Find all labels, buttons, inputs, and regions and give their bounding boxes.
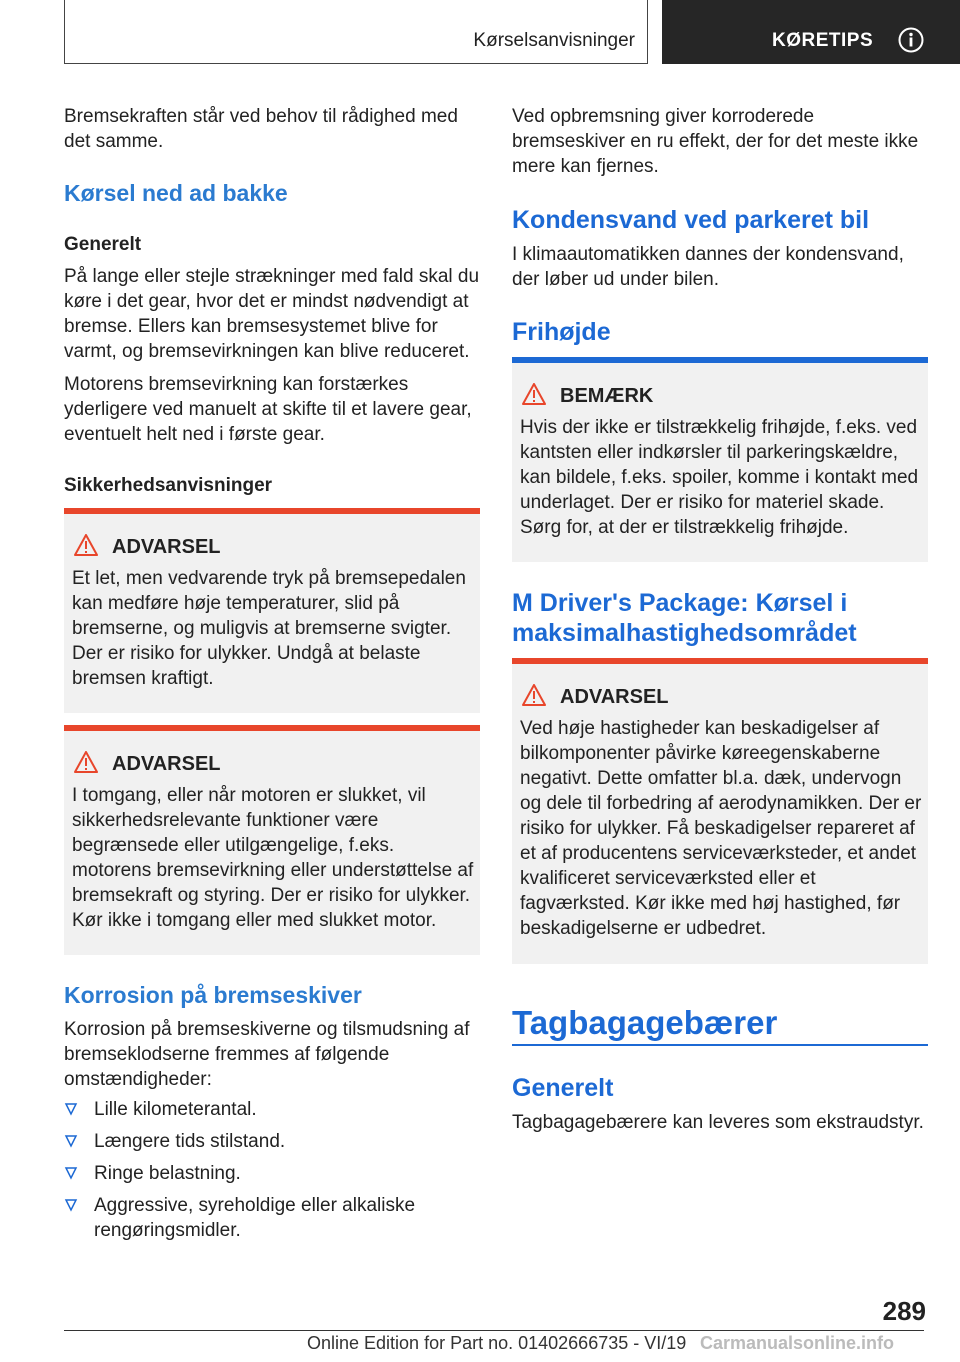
- paragraph: Ved opbremsning giver korroderede bremseskiver en ru effekt, der for det meste ikke mere kan fjernes.: [512, 106, 919, 177]
- header-chapter-box: [662, 0, 960, 64]
- heading-m-drivers-package: M Driver's Package: Kørsel i maksimalhastighedsområdet: [512, 589, 857, 647]
- page-number: 289: [882, 1296, 926, 1326]
- warning-box: [64, 508, 480, 713]
- warning-text: I tomgang, eller når motoren er slukket, vil sikkerhedsrelevante funktioner være begrænsede eller utilgængelige, f.eks. motorens bremsevirkning eller understøttelse af bremsekraft og styring. Der er risiko for ulykker. Kør ikke i tomgang eller med slukket motor.: [72, 785, 474, 931]
- heading-downhill: Kørsel ned ad bakke: [64, 180, 288, 206]
- warning-title: ADVARSEL: [112, 753, 221, 775]
- warning-box: [512, 658, 928, 964]
- bullet-triangle-icon: [64, 1198, 78, 1212]
- watermark: Carmanualsonline.info: [700, 1333, 895, 1353]
- warning-text: Et let, men vedvarende tryk på bremsepedalen kan medføre høje temperaturer, slid på bremserne, og muligvis at bremserne svigter. Der er risiko for ulykker. Undgå at belaste bremsen kraftigt.: [72, 568, 466, 689]
- paragraph: Bremsekraften står ved behov til rådighed med det samme.: [64, 106, 458, 152]
- warning-box: [64, 725, 480, 955]
- info-icon: [898, 27, 924, 53]
- paragraph: Tagbagagebærere kan leveres som ekstraudstyr.: [512, 1112, 924, 1133]
- bullet-triangle-icon: [64, 1134, 78, 1148]
- header-section-box: [64, 0, 648, 64]
- paragraph: På lange eller stejle strækninger med fald skal du køre i det gear, hvor det er mindst nødvendigt at bremse. Ellers kan bremsesystemet blive for varmt, og bremsevirkningen kan blive reduceret.: [64, 266, 480, 362]
- footer-edition: Online Edition for Part no. 01402666735 - VI/19: [307, 1333, 687, 1353]
- subheading-safety: Sikkerhedsanvisninger: [64, 475, 273, 496]
- heading-ground-clearance: Frihøjde: [512, 318, 611, 346]
- heading-condensation: Kondensvand ved parkeret bil: [512, 206, 870, 234]
- note-title: BEMÆRK: [560, 385, 654, 407]
- paragraph: Motorens bremsevirkning kan forstærkes yderligere ved manuelt at skifte til et lavere gear, eventuelt helt ned i første gear.: [64, 374, 472, 445]
- header-section-title: Kørselsanvisninger: [473, 30, 635, 51]
- footer-divider: [64, 1330, 924, 1331]
- warning-text: Ved høje hastigheder kan beskadigelser af bilkomponenter påvirke køreegenskaberne negativt. Dette omfatter bl.a. dæk, undervogn og dele til forbedring af aerodynamikken. Der er risiko for ulykker. Få beskadigelser repareret af et af producentens serviceværksteder, et andet kvalificeret serviceværksted eller et fagværksted. Kør ikke med høj hastighed, før beskadigelserne er udbedret.: [520, 718, 922, 939]
- warning-icon: [522, 383, 546, 405]
- warning-icon: [74, 751, 98, 773]
- paragraph: Korrosion på bremseskiverne og tilsmudsning af bremseklodserne fremmes af følgende omstændigheder:: [64, 1019, 470, 1090]
- warning-icon: [74, 534, 98, 556]
- heading-roof-rack: Tagbagagebærer: [512, 1004, 778, 1041]
- paragraph: I klimaautomatikken dannes der kondensvand, der løber ud under bilen.: [512, 244, 904, 290]
- note-text: Hvis der ikke er tilstrækkelig frihøjde, f.eks. ved kantsten eller indkørsler til parkeringskældre, kan bildele, f.eks. spoiler, komme i kontakt med underlaget. Der er risiko for materiel skade. Sørg for, at der er tilstrækkelig frihøjde.: [520, 417, 919, 538]
- section-rule: [512, 1044, 928, 1046]
- warning-title: ADVARSEL: [112, 536, 221, 558]
- note-box: [512, 357, 928, 562]
- bullet-triangle-icon: [64, 1166, 78, 1180]
- heading-general: Generelt: [512, 1074, 614, 1102]
- warning-title: ADVARSEL: [560, 686, 669, 708]
- subheading-general: Generelt: [64, 234, 142, 255]
- bullet-triangle-icon: [64, 1102, 78, 1116]
- header-chapter-title: KØRETIPS: [772, 30, 874, 51]
- heading-corrosion: Korrosion på bremseskiver: [64, 982, 362, 1008]
- warning-icon: [522, 684, 546, 706]
